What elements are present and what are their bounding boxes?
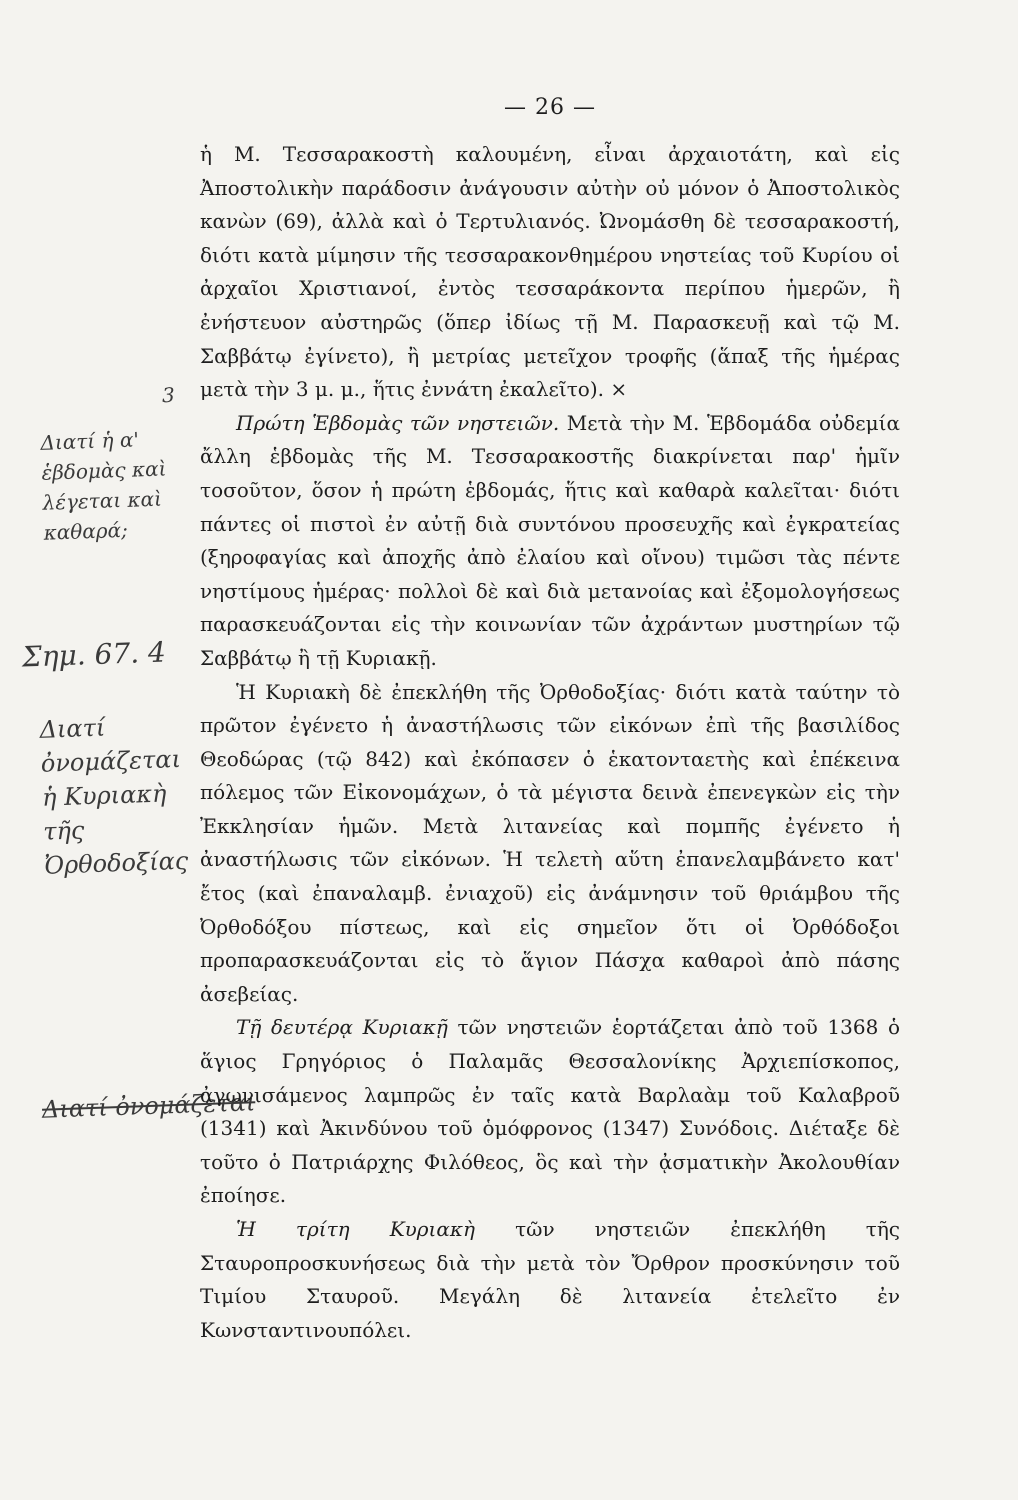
paragraph-text: τῶν νηστειῶν ἐπεκλήθη τῆς Σταυροπροσκυνήσεως διὰ τὴν μετὰ τὸν Ὄρθρον προσκύνησιν τοῦ Τιμίου Σταυροῦ. Μεγάλη δὲ λιτανεία ἐτελεῖτο ἐν Κωνσταντινουπόλει. xyxy=(200,1217,900,1342)
paragraph-text: τῶν νηστειῶν ἑορτάζεται ἀπὸ τοῦ 1368 ὁ ἅγιος Γρηγόριος ὁ Παλαμᾶς Θεσσαλονίκης Ἀρχιεπίσκοπος, ἀγωνισάμενος λαμπρῶς ἐν ταῖς κατὰ Βαρλαὰμ τοῦ Καλαβροῦ (1341) καὶ Ἀκινδύνου τοῦ ὁμόφρονος (1347) Συνόδοις. Διέταξε δὲ τοῦτο ὁ Πατριάρχης Φιλόθεος, ὃς καὶ τὴν ᾀσματικὴν Ἀκολουθίαν ἐποίησε. xyxy=(200,1015,900,1208)
paragraph-text: Μετὰ τὴν Μ. Ἑβδομάδα οὐδεμία ἄλλη ἑβδομὰς τῆς Μ. Τεσσαρακοστῆς διακρίνεται παρ' ἡμῖν τοσοῦτον, ὅσον ἡ πρώτη ἑβδομάς, ἥτις καὶ καθαρὰ καλεῖται· διότι πάντες οἱ πιστοὶ ἐν αὐτῇ διὰ συντόνου προσευχῆς καὶ ἐγκρατείας (ξηροφαγίας καὶ ἀποχῆς ἀπὸ ἐλαίου καὶ οἴνου) τιμῶσι τὰς πέντε νηστίμους ἡμέρας· πολλοὶ δὲ καὶ διὰ μετανοίας καὶ ἐξομολογήσεως παρασκευάζονται εἰς τὴν κοινωνίαν τῶν ἀχράντων μυστηρίων τῷ Σαββάτῳ ἢ τῇ Κυριακῇ. xyxy=(200,410,900,670)
paragraph-lead: Τῇ δευτέρᾳ Κυριακῇ xyxy=(236,1015,448,1040)
margin-note-first-week: Διατί ἡ α' ἑβδομὰς καὶ λέγεται καὶ καθαρά; xyxy=(40,427,167,545)
body-text xyxy=(200,138,900,1347)
paragraph-text: Ἡ Κυριακὴ δὲ ἐπεκλήθη τῆς Ὀρθοδοξίας· διότι κατὰ ταύτην τὸ πρῶτον ἐγένετο ἡ ἀναστήλωσις τῶν εἰκόνων ἐπὶ τῆς βασιλίδος Θεοδώρας (τῷ 842) καὶ ἐκόπασεν ὁ ἑκατονταετὴς καὶ ἐπέκεινα πόλεμος τῶν Εἰκονομάχων, ὁ τὰ μέγιστα δεινὰ ἐπενεγκὼν εἰς τὴν Ἐκκλησίαν ἡμῶν. Μετὰ λιτανείας καὶ πομπῆς ἐγένετο ἡ ἀναστήλωσις τῶν εἰκόνων. Ἡ τελετὴ αὕτη ἐπανελαμβάνετο κατ' ἔτος (καὶ ἐπαναλαμβ. ἐνιαχοῦ) εἰς ἀνάμνησιν τοῦ θριάμβου τῆς Ὀρθοδόξου πίστεως, καὶ εἰς σημεῖον ὅτι οἱ Ὀρθόδοξοι προπαρασκευάζονται εἰς τὸ ἅγιον Πάσχα καθαροὶ ἀπὸ πάσης ἀσεβείας. xyxy=(200,679,900,1006)
paragraph-orthodoxy-sunday xyxy=(200,676,900,1012)
paragraph-lent-origin xyxy=(200,138,900,407)
paragraph-second-sunday xyxy=(200,1011,900,1213)
paragraph-first-week xyxy=(200,407,900,676)
paragraph-third-sunday xyxy=(200,1213,900,1347)
margin-note-number: 3 xyxy=(161,382,176,408)
paragraph-lead: Πρώτη Ἑβδομὰς τῶν νηστειῶν. xyxy=(236,410,560,435)
paragraph-lead: Ἡ τρίτη Κυριακὴ xyxy=(236,1217,475,1241)
page-number: — 26 — xyxy=(504,95,596,120)
margin-note-reference: Σημ. 67. 4 xyxy=(21,635,167,674)
margin-note-second-sunday-text: Διατί ὀνομάζεται xyxy=(41,1088,256,1124)
paragraph-text: ἡ Μ. Τεσσαρακοστὴ καλουμένη, εἶναι ἀρχαιοτάτη, καὶ εἰς Ἀποστολικὴν παράδοσιν ἀνάγουσιν αὐτὴν οὐ μόνον ὁ Ἀποστολικὸς κανὼν (69), ἀλλὰ καὶ ὁ Τερτυλιανός. Ὠνομάσθη δὲ τεσσαρακοστή, διότι κατὰ μίμησιν τῆς τεσσαρακονθημέρου νηστείας τοῦ Κυρίου οἱ ἀρχαῖοι Χριστιανοί, ἐντὸς τεσσαράκοντα περίπου ἡμερῶν, ἢ ἐνήστευον αὐστηρῶς (ὅπερ ἰδίως τῇ Μ. Παρασκευῇ καὶ τῷ Μ. Σαββάτῳ ἐγίνετο), ἢ μετρίας μετεῖχον τροφῆς (ἅπαξ τῆς ἡμέρας μετὰ τὴν 3 μ. μ., ἥτις ἐννάτη ἐκαλεῖτο). × xyxy=(200,142,900,402)
margin-note-orthodoxy: Διατί ὀνομάζεται ἡ Κυριακὴ τῆς Ὀρθοδοξίας xyxy=(39,713,189,880)
